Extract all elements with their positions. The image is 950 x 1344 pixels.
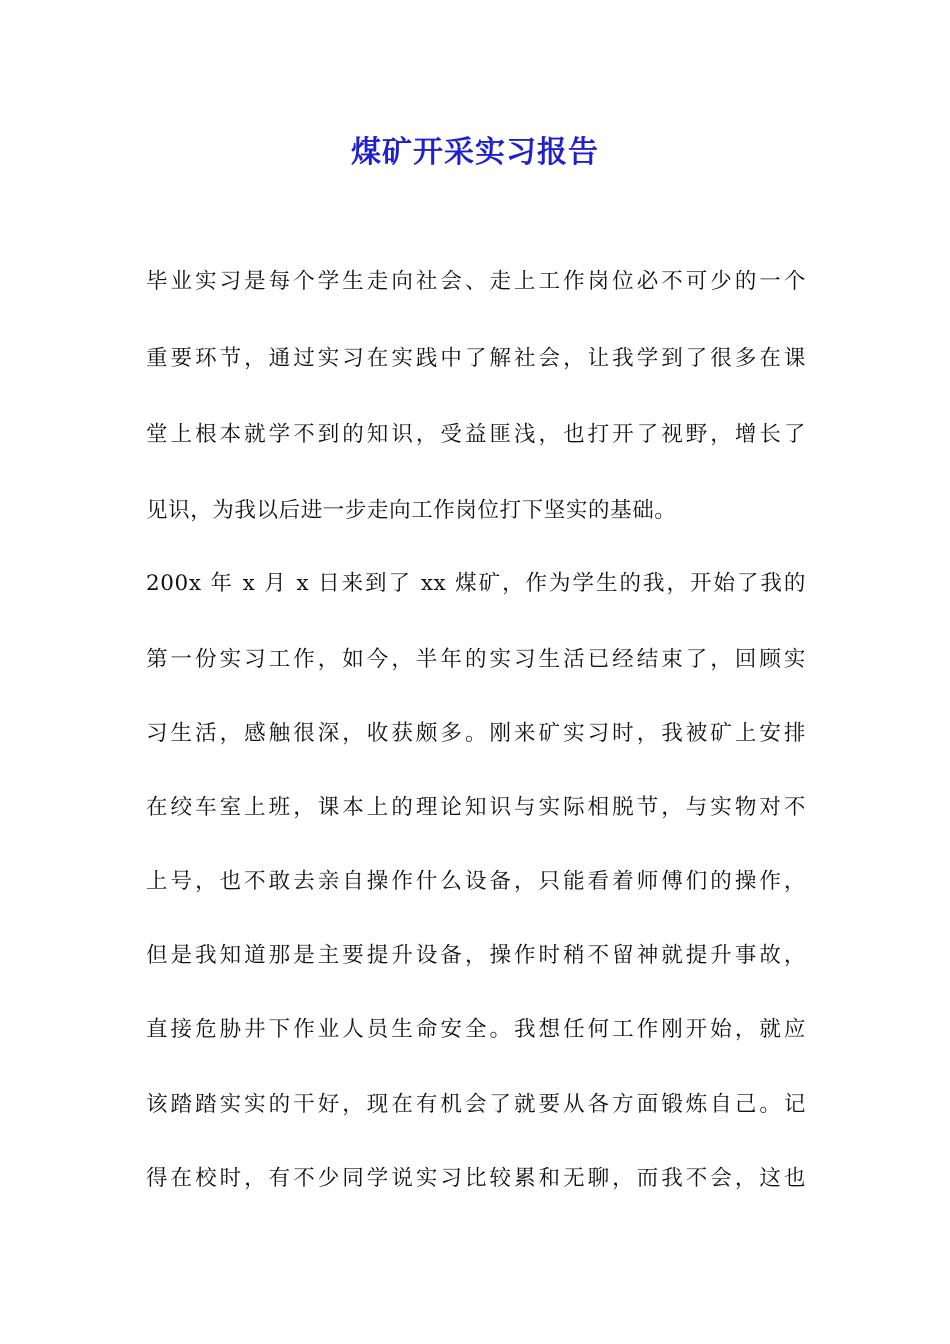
text-line: 堂上根本就学不到的知识，受益匪浅，也打开了视野，增长了 (146, 422, 806, 447)
text-line: 习生活，感触很深，收获颇多。刚来矿实习时，我被矿上安排 (146, 721, 806, 746)
page-title: 煤矿开采实习报告 (351, 135, 599, 170)
text-line: 第一份实习工作，如今，半年的实习生活已经结束了，回顾实 (146, 647, 806, 672)
text-line: 在绞车室上班，课本上的理论知识与实际相脱节，与实物对不 (146, 795, 806, 820)
text-line: 见识，为我以后进一步走向工作岗位打下坚实的基础。 (146, 498, 677, 523)
text-line: 200x 年 x 月 x 日来到了 xx 煤矿，作为学生的我，开始了我的 (146, 571, 806, 596)
text-line: 重要环节，通过实习在实践中了解社会，让我学到了很多在课 (146, 346, 806, 371)
text-line: 该踏踏实实的干好，现在有机会了就要从各方面锻炼自己。记 (146, 1092, 806, 1117)
text-line: 上号，也不敢去亲自操作什么设备，只能看着师傅们的操作， (146, 869, 806, 894)
text-line: 直接危胁井下作业人员生命安全。我想任何工作刚开始，就应 (146, 1017, 806, 1042)
text-line: 得在校时，有不少同学说实习比较累和无聊，而我不会，这也 (146, 1166, 806, 1191)
text-line: 但是我知道那是主要提升设备，操作时稍不留神就提升事故， (146, 943, 806, 968)
text-line: 毕业实习是每个学生走向社会、走上工作岗位必不可少的一个 (146, 269, 806, 294)
